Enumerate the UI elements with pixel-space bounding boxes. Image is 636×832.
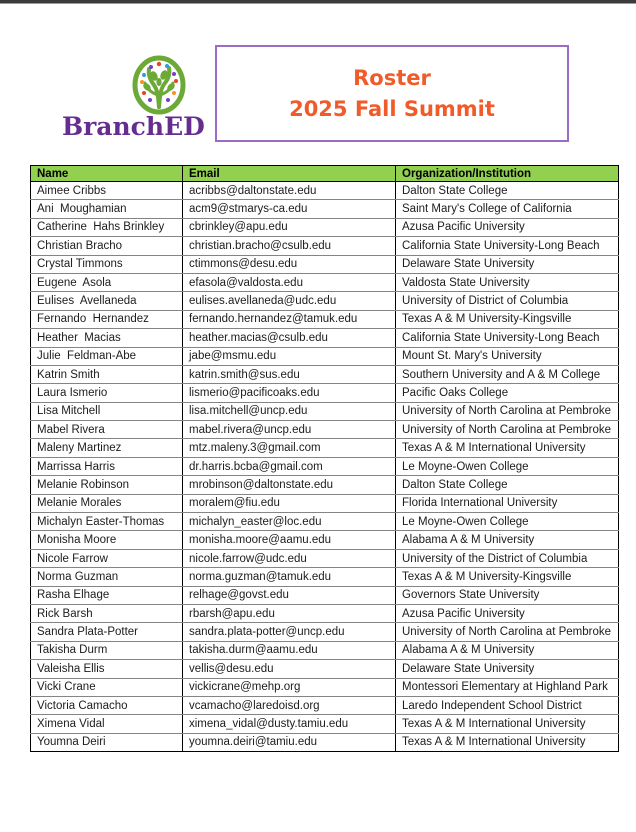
brand-name: BranchED	[62, 112, 205, 141]
window-top-bar	[0, 0, 636, 4]
organization-cell: Azusa Pacific University	[396, 604, 619, 622]
column-header-email: Email	[183, 166, 396, 182]
organization-cell: Montessori Elementary at Highland Park	[396, 678, 619, 696]
email-cell: rbarsh@apu.edu	[183, 604, 396, 622]
name-cell: Rasha Elhage	[31, 586, 183, 604]
name-cell: Valeisha Ellis	[31, 660, 183, 678]
name-cell: Takisha Durm	[31, 641, 183, 659]
email-cell: acribbs@daltonstate.edu	[183, 182, 396, 200]
email-cell: christian.bracho@csulb.edu	[183, 237, 396, 255]
organization-cell: University of North Carolina at Pembroke	[396, 623, 619, 641]
name-cell: Crystal Timmons	[31, 255, 183, 273]
table-row	[31, 384, 619, 402]
organization-cell: Mount St. Mary's University	[396, 347, 619, 365]
email-cell: monisha.moore@aamu.edu	[183, 531, 396, 549]
organization-cell: Florida International University	[396, 494, 619, 512]
organization-cell: Alabama A & M University	[396, 531, 619, 549]
name-cell: Eugene Asola	[31, 273, 183, 291]
email-cell: ximena_vidal@dusty.tamiu.edu	[183, 715, 396, 733]
name-cell: Victoria Camacho	[31, 696, 183, 714]
email-cell: takisha.durm@aamu.edu	[183, 641, 396, 659]
name-cell: Catherine Hahs Brinkley	[31, 218, 183, 236]
column-header-organization: Organization/Institution	[396, 166, 619, 182]
name-cell: Laura Ismerio	[31, 384, 183, 402]
table-row	[31, 531, 619, 549]
email-cell: katrin.smith@sus.edu	[183, 365, 396, 383]
name-cell: Ximena Vidal	[31, 715, 183, 733]
table-row	[31, 329, 619, 347]
document-subtitle: 2025 Fall Summit	[289, 96, 495, 121]
table-row	[31, 365, 619, 383]
organization-cell: Valdosta State University	[396, 273, 619, 291]
organization-cell: Le Moyne-Owen College	[396, 513, 619, 531]
email-cell: fernando.hernandez@tamuk.edu	[183, 310, 396, 328]
organization-cell: Le Moyne-Owen College	[396, 457, 619, 475]
organization-cell: Governors State University	[396, 586, 619, 604]
name-cell: Lisa Mitchell	[31, 402, 183, 420]
name-cell: Vicki Crane	[31, 678, 183, 696]
table-row	[31, 660, 619, 678]
organization-cell: University of the District of Columbia	[396, 549, 619, 567]
email-cell: moralem@fiu.edu	[183, 494, 396, 512]
email-cell: dr.harris.bcba@gmail.com	[183, 457, 396, 475]
organization-cell: Azusa Pacific University	[396, 218, 619, 236]
name-cell: Christian Bracho	[31, 237, 183, 255]
email-cell: acm9@stmarys-ca.edu	[183, 200, 396, 218]
email-cell: mtz.maleny.3@gmail.com	[183, 439, 396, 457]
organization-cell: Texas A & M University-Kingsville	[396, 310, 619, 328]
name-cell: Mabel Rivera	[31, 421, 183, 439]
table-row	[31, 402, 619, 420]
organization-cell: Delaware State University	[396, 660, 619, 678]
name-cell: Eulises Avellaneda	[31, 292, 183, 310]
organization-cell: University of North Carolina at Pembroke	[396, 421, 619, 439]
email-cell: norma.guzman@tamuk.edu	[183, 568, 396, 586]
table-row	[31, 476, 619, 494]
email-cell: lisa.mitchell@uncp.edu	[183, 402, 396, 420]
organization-cell: California State University-Long Beach	[396, 329, 619, 347]
organization-cell: Alabama A & M University	[396, 641, 619, 659]
table-body	[31, 182, 619, 752]
email-cell: ctimmons@desu.edu	[183, 255, 396, 273]
email-cell: mabel.rivera@uncp.edu	[183, 421, 396, 439]
email-cell: michalyn_easter@loc.edu	[183, 513, 396, 531]
table-row	[31, 678, 619, 696]
email-cell: efasola@valdosta.edu	[183, 273, 396, 291]
table-row	[31, 310, 619, 328]
table-row	[31, 586, 619, 604]
table-row	[31, 733, 619, 751]
email-cell: youmna.deiri@tamiu.edu	[183, 733, 396, 751]
name-cell: Michalyn Easter-Thomas	[31, 513, 183, 531]
email-cell: jabe@msmu.edu	[183, 347, 396, 365]
email-cell: vellis@desu.edu	[183, 660, 396, 678]
table-row	[31, 218, 619, 236]
name-cell: Aimee Cribbs	[31, 182, 183, 200]
table-row	[31, 641, 619, 659]
organization-cell: Dalton State College	[396, 476, 619, 494]
name-cell: Maleny Martinez	[31, 439, 183, 457]
organization-cell: Pacific Oaks College	[396, 384, 619, 402]
email-cell: nicole.farrow@udc.edu	[183, 549, 396, 567]
table-row	[31, 421, 619, 439]
organization-cell: Texas A & M International University	[396, 439, 619, 457]
organization-cell: University of District of Columbia	[396, 292, 619, 310]
email-cell: cbrinkley@apu.edu	[183, 218, 396, 236]
name-cell: Katrin Smith	[31, 365, 183, 383]
name-cell: Sandra Plata-Potter	[31, 623, 183, 641]
table-row	[31, 457, 619, 475]
table-row	[31, 182, 619, 200]
name-cell: Norma Guzman	[31, 568, 183, 586]
table-row	[31, 715, 619, 733]
name-cell: Youmna Deiri	[31, 733, 183, 751]
name-cell: Melanie Robinson	[31, 476, 183, 494]
name-cell: Marrissa Harris	[31, 457, 183, 475]
table-row	[31, 273, 619, 291]
email-cell: eulises.avellaneda@udc.edu	[183, 292, 396, 310]
table-row	[31, 623, 619, 641]
table-row	[31, 237, 619, 255]
table-row	[31, 696, 619, 714]
table-row	[31, 347, 619, 365]
name-cell: Julie Feldman-Abe	[31, 347, 183, 365]
title-box	[215, 45, 569, 142]
document-title: Roster	[353, 66, 431, 91]
organization-cell: California State University-Long Beach	[396, 237, 619, 255]
name-cell: Melanie Morales	[31, 494, 183, 512]
organization-cell: Delaware State University	[396, 255, 619, 273]
email-cell: vcamacho@laredoisd.org	[183, 696, 396, 714]
table-row	[31, 513, 619, 531]
table-row	[31, 439, 619, 457]
email-cell: mrobinson@daltonstate.edu	[183, 476, 396, 494]
organization-cell: Texas A & M University-Kingsville	[396, 568, 619, 586]
tree-in-circle-icon	[132, 55, 186, 115]
table-header-row	[31, 166, 619, 182]
table-row	[31, 604, 619, 622]
organization-cell: Saint Mary's College of California	[396, 200, 619, 218]
table-row	[31, 549, 619, 567]
organization-cell: Laredo Independent School District	[396, 696, 619, 714]
table-row	[31, 200, 619, 218]
email-cell: vickicrane@mehp.org	[183, 678, 396, 696]
table-row	[31, 568, 619, 586]
organization-cell: Texas A & M International University	[396, 715, 619, 733]
organization-cell: University of North Carolina at Pembroke	[396, 402, 619, 420]
organization-cell: Texas A & M International University	[396, 733, 619, 751]
name-cell: Nicole Farrow	[31, 549, 183, 567]
email-cell: lismerio@pacificoaks.edu	[183, 384, 396, 402]
name-cell: Heather Macias	[31, 329, 183, 347]
email-cell: sandra.plata-potter@uncp.edu	[183, 623, 396, 641]
organization-cell: Southern University and A & M College	[396, 365, 619, 383]
name-cell: Monisha Moore	[31, 531, 183, 549]
email-cell: heather.macias@csulb.edu	[183, 329, 396, 347]
organization-cell: Dalton State College	[396, 182, 619, 200]
table-row	[31, 292, 619, 310]
roster-table	[30, 165, 619, 752]
name-cell: Fernando Hernandez	[31, 310, 183, 328]
email-cell: relhage@govst.edu	[183, 586, 396, 604]
name-cell: Ani Moughamian	[31, 200, 183, 218]
table-row	[31, 255, 619, 273]
name-cell: Rick Barsh	[31, 604, 183, 622]
column-header-name: Name	[31, 166, 183, 182]
table-row	[31, 494, 619, 512]
